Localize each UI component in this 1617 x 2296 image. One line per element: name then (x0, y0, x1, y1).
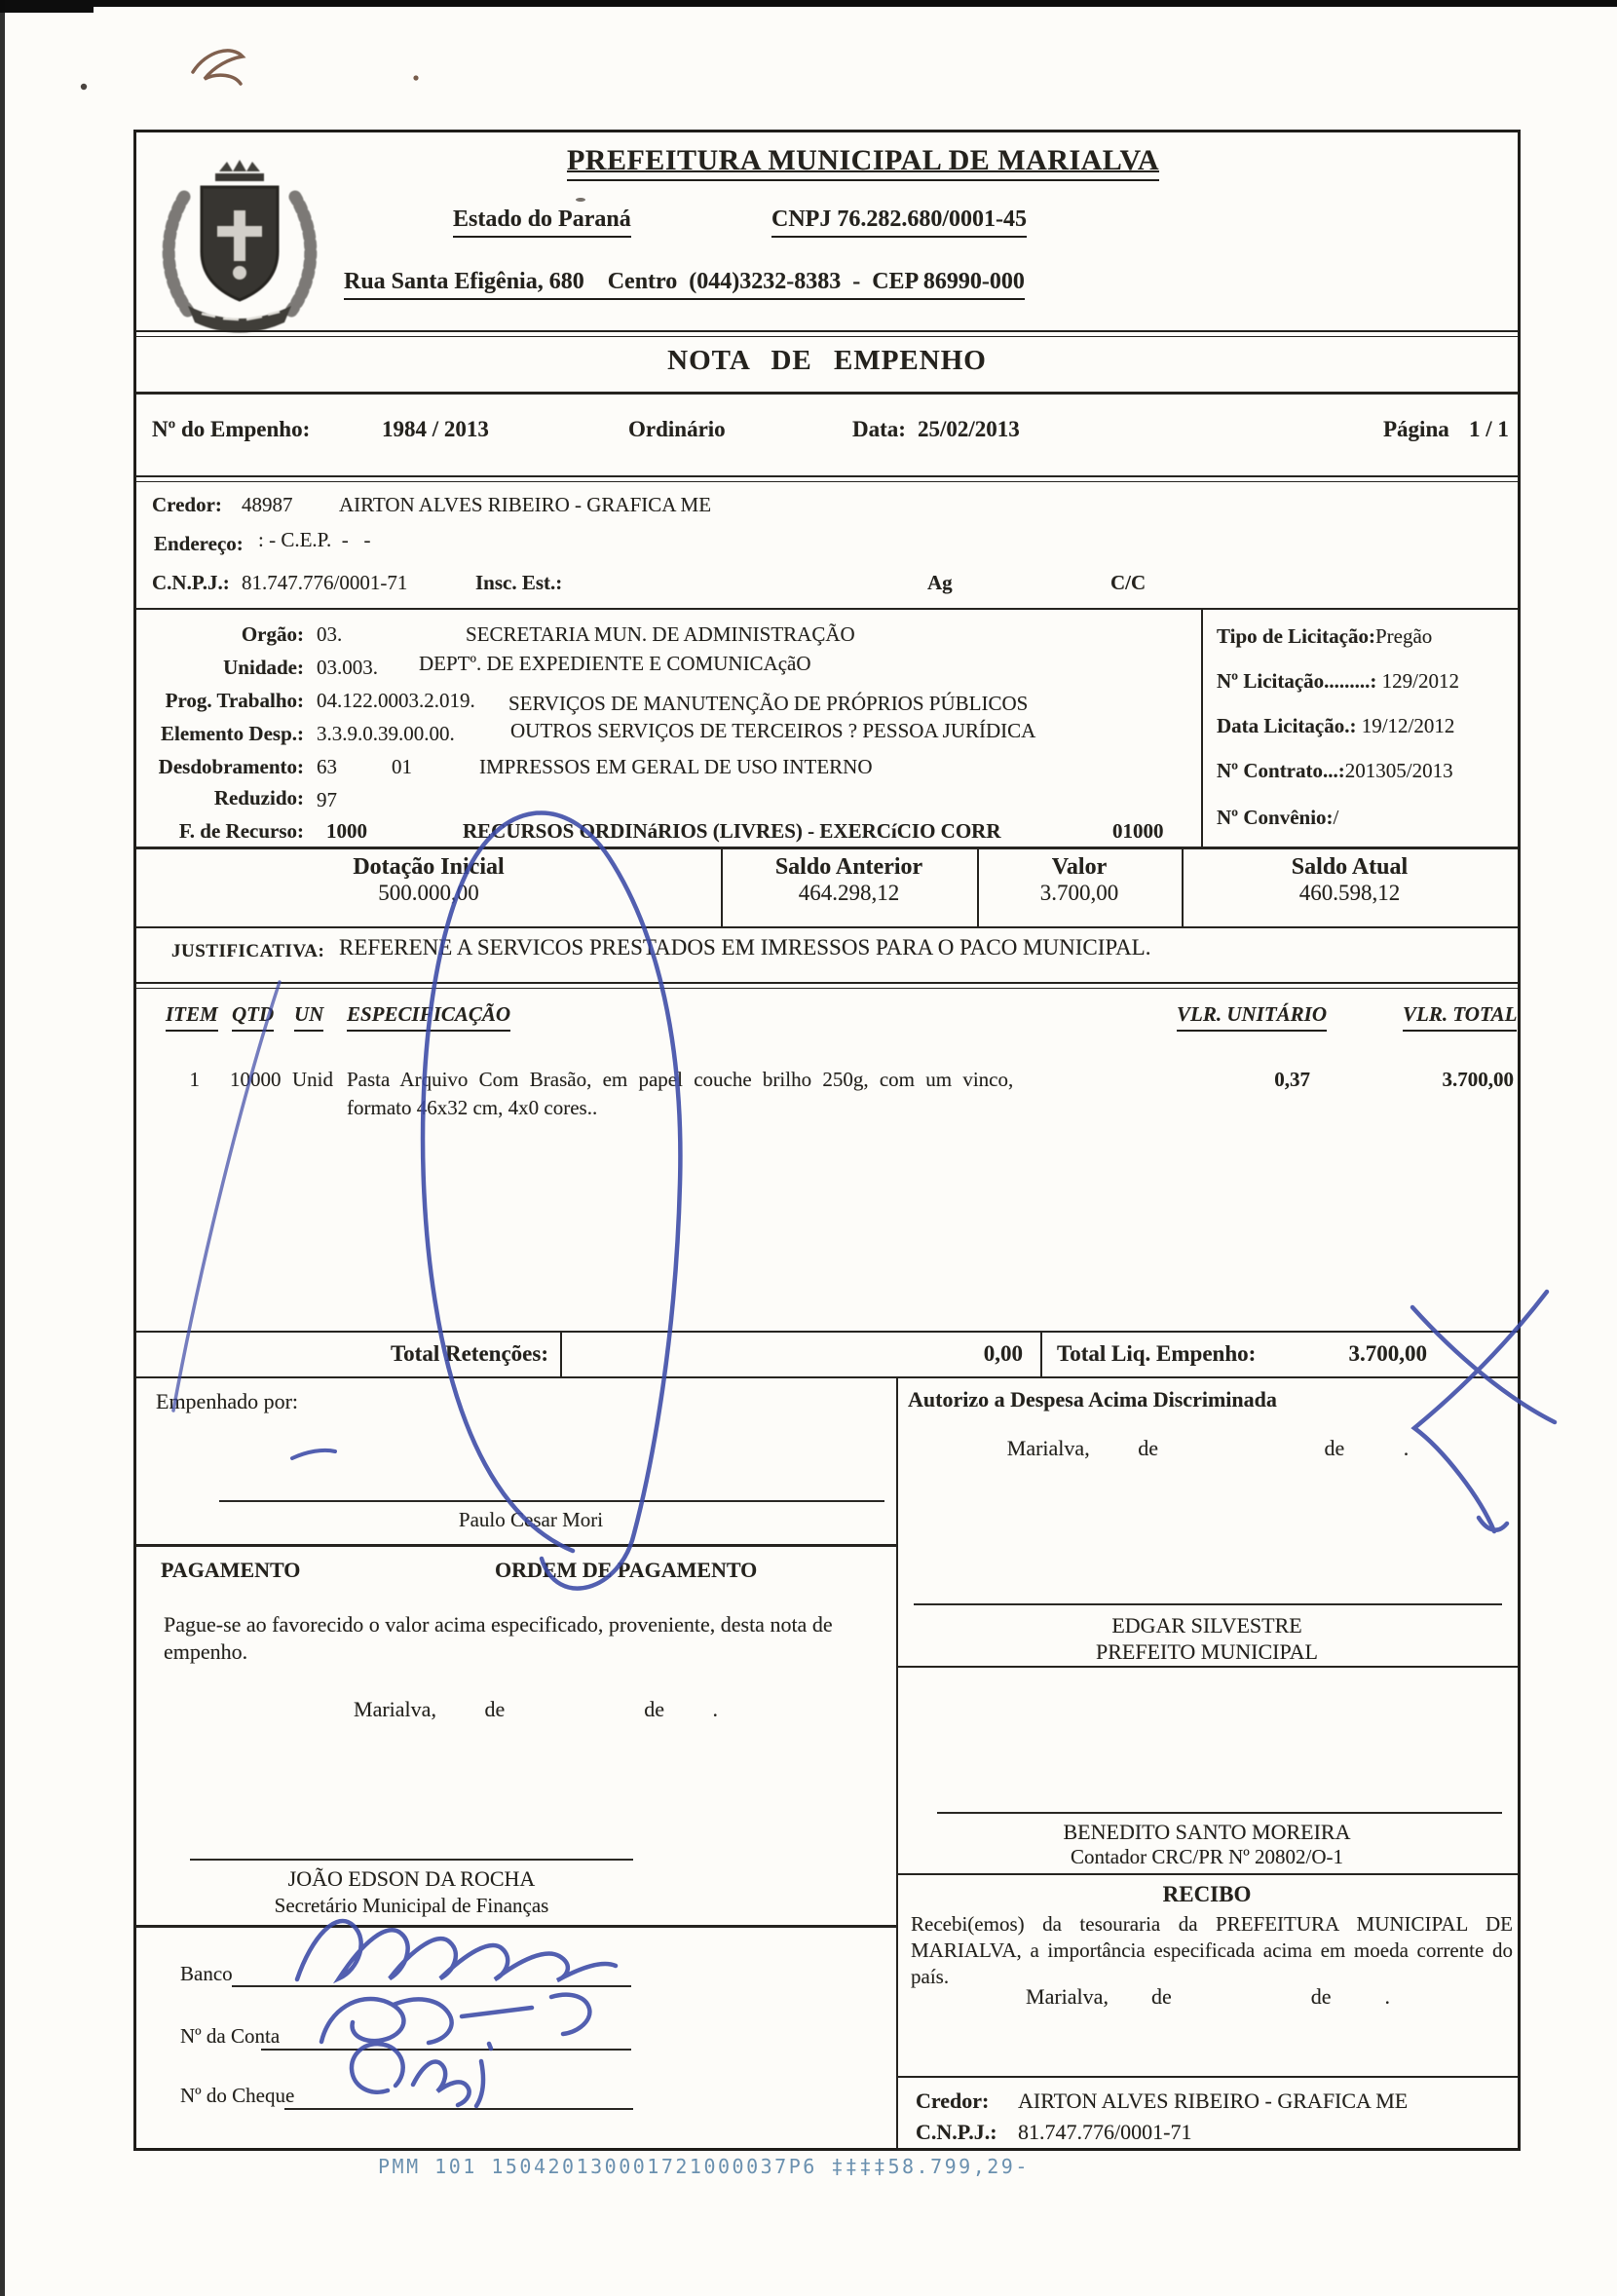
cc-label: C/C (1110, 571, 1147, 594)
prefeito-section-rule (896, 1666, 1518, 1668)
empenho-date: 25/02/2013 (918, 417, 1020, 441)
orgao-code: 03. (317, 622, 343, 646)
num-licitacao-label: Nº Licitação.........: (1217, 669, 1377, 693)
col-especificacao: ESPECIFICAÇÃO (347, 1002, 510, 1032)
desdobramento-label: Desdobramento: (158, 755, 304, 778)
band-top-rule (136, 330, 1518, 337)
header-address: Rua Santa Efigênia, 680 Centro (044)3232-8383 - CEP 86990-000 (344, 269, 1025, 300)
tipo-licitacao-row (1217, 624, 1432, 649)
num-licitacao-row (1217, 669, 1459, 694)
saldo-anterior-label: Saldo Anterior (774, 854, 923, 880)
col-un: UN (294, 1002, 323, 1032)
saldo-anterior-value: 464.298,12 (798, 881, 900, 905)
f-recurso-label: F. de Recurso: (178, 819, 304, 843)
licitacao-box (1201, 608, 1518, 847)
ink-dot-1 (81, 84, 87, 90)
justificativa-text: REFERENE A SERVICOS PRESTADOS EM IMRESSOS PARA O PACO MUNICIPAL. (339, 935, 1151, 960)
item-qtd: 10000 (230, 1068, 282, 1091)
unidade-code: 03.003. (317, 656, 378, 679)
empenho-type: Ordinário (628, 417, 726, 441)
prog-trabalho-code: 04.122.0003.2.019. (317, 689, 475, 712)
convenio-label: Nº Convênio: (1217, 806, 1334, 829)
f-recurso-extra: 01000 (1112, 819, 1164, 843)
valor-label: Valor (1051, 854, 1108, 880)
total-retencoes-label: Total Retenções: (390, 1341, 548, 1366)
credor-code: 48987 (242, 493, 293, 516)
cheque-line (284, 2108, 633, 2110)
elemento-desp-desc: OUTROS SERVIÇOS DE TERCEIROS ? PESSOA JURÍDICA (510, 719, 1036, 742)
dotacao-value: 500.000,00 (378, 881, 479, 905)
total-retencoes-value: 0,00 (983, 1341, 1023, 1366)
banco-section-rule (136, 1925, 896, 1928)
pagamento-top-rule (136, 1544, 896, 1547)
saldo-atual-value: 460.598,12 (1298, 881, 1401, 905)
totals-divider-1 (560, 1331, 562, 1376)
tipo-licitacao-label: Tipo de Licitação: (1217, 624, 1375, 648)
ag-label: Ag (927, 571, 953, 594)
col-vlr-unitario: VLR. UNITÁRIO (1177, 1002, 1327, 1032)
reduzido-code: 97 (317, 788, 337, 811)
endereco-label: Endereço: (154, 532, 244, 555)
pagamento-texto: Pague-se ao favorecido o valor acima especificado, proveniente, desta nota de empenho. (164, 1612, 833, 1664)
data-licitacao-row (1217, 714, 1454, 738)
desdobramento-desc: IMPRESSOS EM GERAL DE USO INTERNO (479, 755, 873, 778)
dotacao-label: Dotação Inicial (353, 854, 505, 880)
prefeito-nome: EDGAR SILVESTRE (1111, 1613, 1302, 1637)
reduzido-label: Reduzido: (213, 786, 304, 809)
item-number: 1 (189, 1068, 200, 1091)
data-licitacao-value: 19/12/2012 (1361, 714, 1455, 737)
credor-label: Credor: (152, 493, 222, 516)
credor-footer-label: Credor: (916, 2089, 990, 2113)
header-cnpj: CNPJ 76.282.680/0001-45 (771, 207, 1027, 238)
autorizo-dateline: Marialva, de de . (1006, 1436, 1410, 1460)
prog-trabalho-desc: SERVIÇOS DE MANUTENÇÃO DE PRÓPRIOS PÚBLICOS (508, 692, 1029, 715)
contador-signature-line (937, 1812, 1502, 1814)
secretario-signature-line (190, 1859, 633, 1861)
dotacao-cell (136, 854, 721, 906)
item-un: Unid (292, 1068, 333, 1091)
cnpj-footer-label: C.N.P.J.: (916, 2120, 997, 2144)
conta-label: Nº da Conta (180, 2024, 281, 2048)
secretario-nome: JOÃO EDSON DA ROCHA (287, 1866, 536, 1891)
desdobramento-code2: 01 (392, 755, 412, 778)
orgao-desc: SECRETARIA MUN. DE ADMINISTRAÇÃO (466, 622, 855, 646)
total-liq-label: Total Liq. Empenho: (1057, 1341, 1257, 1366)
tipo-licitacao-value: Pregão (1374, 624, 1433, 648)
empenhado-nome: Paulo Cesar Mori (458, 1508, 604, 1531)
estado-label: Estado do Paraná (453, 207, 631, 238)
prefeito-cargo: PREFEITO MUNICIPAL (1096, 1639, 1318, 1664)
empenhado-signature-line (219, 1500, 884, 1502)
endereco-value: : - C.E.P. - - (258, 528, 371, 551)
item-espec-line1: Pasta Arquivo Com Brasão, em papel couche brilho 250g, com um vinco, (347, 1068, 1014, 1091)
justificativa-label: JUSTIFICATIVA: (171, 941, 325, 961)
contrato-value: 201305/2013 (1344, 759, 1453, 782)
desdobramento-code: 63 (317, 755, 337, 778)
num-licitacao-value: 129/2012 (1381, 669, 1459, 693)
machine-print-line: PMM 101 150420130001721000037P6 ‡‡‡‡58.799,29- (378, 2155, 1030, 2178)
scan-edge-corner (0, 0, 94, 13)
empenho-row-rule (136, 475, 1518, 482)
credor-name: AIRTON ALVES RIBEIRO - GRAFICA ME (339, 493, 712, 516)
col-vlr-total: VLR. TOTAL (1403, 1002, 1517, 1032)
total-liq-value: 3.700,00 (1348, 1341, 1427, 1366)
valor-value: 3.700,00 (1039, 881, 1119, 905)
totals-top-rule (136, 1331, 1518, 1333)
credor-footer-name: AIRTON ALVES RIBEIRO - GRAFICA ME (1018, 2089, 1409, 2113)
recibo-texto: Recebi(emos) da tesouraria da PREFEITURA MUNICIPAL DE MARIALVA, a importância especificada acima em moeda corrente do país. (911, 1912, 1513, 1988)
banco-label: Banco (180, 1962, 233, 1985)
orgao-label: Orgão: (241, 622, 304, 646)
unidade-label: Unidade: (223, 656, 304, 679)
saldo-anterior-cell (721, 854, 977, 906)
credor-footer-rule (896, 2076, 1518, 2078)
convenio-row (1217, 806, 1338, 830)
elemento-desp-code: 3.3.9.0.39.00.00. (317, 722, 455, 745)
fin-top-rule (136, 847, 1518, 849)
elemento-desp-label: Elemento Desp.: (161, 722, 304, 745)
banco-line (232, 1985, 631, 1987)
prefeitura-title: PREFEITURA MUNICIPAL DE MARIALVA (567, 144, 1159, 181)
prefeito-signature-line (914, 1603, 1502, 1605)
totals-bottom-rule (136, 1376, 1518, 1378)
contador-nome: BENEDITO SANTO MOREIRA (1063, 1820, 1351, 1844)
fin-divider-3 (1182, 847, 1184, 926)
secretario-cargo: Secretário Municipal de Finanças (274, 1894, 549, 1917)
pagamento-dateline: Marialva, de de . (354, 1697, 718, 1721)
recibo-top-rule (896, 1873, 1518, 1875)
conta-line (261, 2049, 631, 2051)
page-label: Página (1383, 417, 1449, 441)
ordem-pagamento-title: ORDEM DE PAGAMENTO (495, 1558, 758, 1582)
item-espec-line2: formato 46x32 cm, 4x0 cores.. (347, 1096, 598, 1119)
empenho-number: 1984 / 2013 (382, 417, 489, 441)
item-vlr-total: 3.700,00 (1442, 1068, 1514, 1091)
fin-divider-1 (721, 847, 723, 926)
empenho-date-label: Data: (852, 417, 906, 441)
recibo-title: RECIBO (1162, 1882, 1252, 1906)
convenio-value: / (1333, 806, 1339, 829)
contrato-label: Nº Contrato...: (1217, 759, 1345, 782)
col-qtd: QTD (232, 1002, 274, 1032)
pagamento-title: PAGAMENTO (161, 1558, 301, 1582)
item-vlr-unitario: 0,37 (1274, 1068, 1310, 1091)
empenhado-por-label: Empenhado por: (156, 1389, 299, 1413)
contrato-row (1217, 759, 1453, 783)
totals-divider-2 (1040, 1331, 1042, 1376)
cnpj-value: 81.747.776/0001-71 (242, 571, 408, 594)
saldo-atual-cell (1182, 854, 1518, 906)
insc-est-label: Insc. Est.: (475, 571, 563, 594)
data-licitacao-label: Data Licitação.: (1217, 714, 1357, 737)
cnpj-label: C.N.P.J.: (152, 571, 230, 594)
fin-bottom-rule (136, 926, 1518, 928)
fin-divider-2 (977, 847, 979, 926)
scan-edge-left (0, 0, 5, 2296)
empenho-number-label: Nº do Empenho: (152, 417, 311, 441)
header-title-row (419, 144, 1307, 177)
ink-dot-2 (413, 75, 418, 80)
items-top-rule (136, 982, 1518, 989)
page-number: 1 / 1 (1469, 417, 1509, 441)
prog-trabalho-label: Prog. Trabalho: (165, 689, 304, 712)
scan-edge-top (0, 0, 1617, 7)
nota-de-empenho-document (133, 130, 1521, 2151)
unidade-desc: DEPTº. DE EXPEDIENTE E COMUNICAçãO (419, 652, 811, 675)
municipal-coat-of-arms-logo (151, 150, 328, 337)
doc-title: NOTA DE EMPENHO (667, 345, 987, 376)
col-item: ITEM (166, 1002, 218, 1032)
recibo-dateline: Marialva, de de . (1026, 1984, 1390, 2009)
cnpj-footer-value: 81.747.776/0001-71 (1018, 2120, 1192, 2144)
ink-squiggle-top (193, 51, 243, 84)
band-bottom-rule (136, 392, 1518, 395)
saldo-atual-label: Saldo Atual (1291, 854, 1409, 880)
doc-title-band (136, 345, 1518, 377)
f-recurso-desc: RECURSOS ORDINáRIOS (LIVRES) - EXERCíCIO CORR (463, 819, 1001, 843)
autorizo-label: Autorizo a Despesa Acima Discriminada (908, 1387, 1277, 1411)
columns-divider (896, 1376, 898, 2148)
contador-cargo: Contador CRC/PR Nº 20802/O-1 (1070, 1845, 1344, 1868)
valor-cell (977, 854, 1182, 906)
cheque-label: Nº do Cheque (180, 2084, 295, 2107)
f-recurso-code: 1000 (326, 819, 367, 843)
